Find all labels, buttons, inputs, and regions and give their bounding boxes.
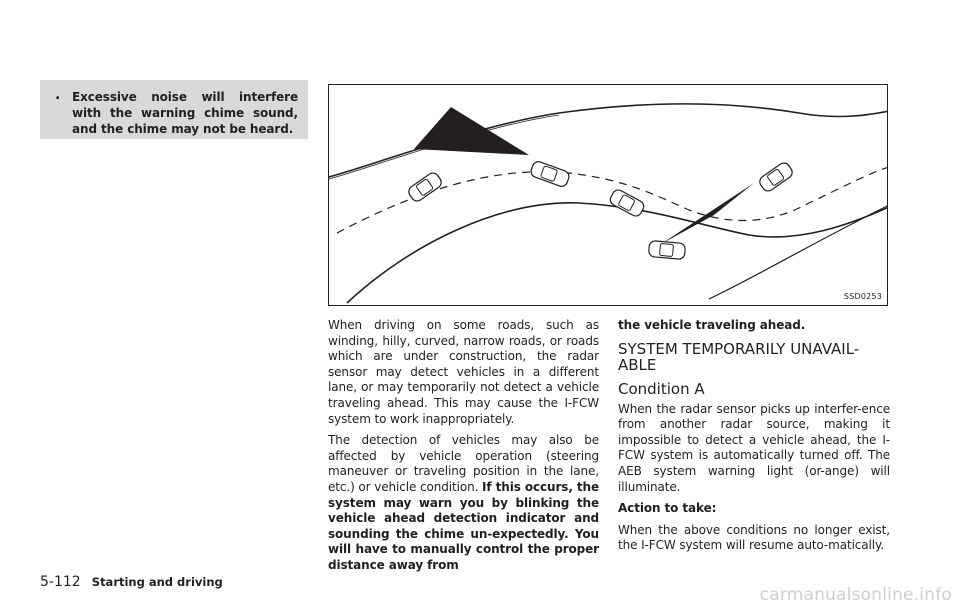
note-box xyxy=(40,80,308,139)
subsection-heading: Condition A xyxy=(618,379,705,398)
road-edge-top xyxy=(329,104,888,177)
section-heading: SYSTEM TEMPORARILY UNAVAIL-ABLE xyxy=(618,339,860,374)
car-icon xyxy=(608,188,646,218)
watermark: carmanualsonline.info xyxy=(759,585,952,605)
car-icon xyxy=(757,161,794,194)
paragraph: When the radar sensor picks up interfer-ence from another radar source, making it impossible to detect a vehicle ahead, the I-FCW system is automatically turned off. The AEB system warning light (or-ange) will illuminate. xyxy=(618,401,890,494)
paragraph-continuation: the vehicle traveling ahead. xyxy=(618,318,806,332)
road-edge-bottom xyxy=(347,203,888,303)
right-column xyxy=(618,318,890,560)
radar-beam-left xyxy=(414,107,529,155)
radar-beam-right xyxy=(661,183,754,244)
car-icon xyxy=(406,171,443,204)
page-number: 5-112 xyxy=(40,574,81,590)
paragraph xyxy=(328,433,599,573)
note-text: Excessive noise will interfere with the warning chime sound, and the chime may not be heard. xyxy=(72,90,298,136)
page-footer xyxy=(40,571,223,590)
paragraph: When driving on some roads, such as winding, hilly, curved, narrow roads, or roads which are under construction, the radar sensor may detect vehicles in a different lane, or may temporarily not detect a vehicle traveling ahead. This may cause the I-FCW system to work inappropriately. xyxy=(328,318,599,426)
figure-id: SSD0253 xyxy=(843,292,882,301)
paragraph-warning: If this occurs, the system may warn you by blinking the vehicle ahead detection indicator and sounding the chime un-expectedly. You will have to manually control the proper distance away from xyxy=(328,479,599,572)
paragraph: When the above conditions no longer exist, the I-FCW system will resume auto-matically. xyxy=(618,522,890,553)
car-icon xyxy=(648,240,685,259)
road-illustration xyxy=(328,84,888,306)
section-title: Starting and driving xyxy=(91,575,223,589)
left-column xyxy=(328,318,599,580)
road-curve-diagram xyxy=(329,85,888,306)
bullet: . xyxy=(55,87,61,103)
action-label: Action to take: xyxy=(618,501,717,516)
paragraph-normal: The detection of vehicles may also be affected by vehicle operation (steering maneuver or traveling position in the lane, etc.) or vehicle condition. xyxy=(328,433,599,494)
car-icon xyxy=(529,160,570,188)
